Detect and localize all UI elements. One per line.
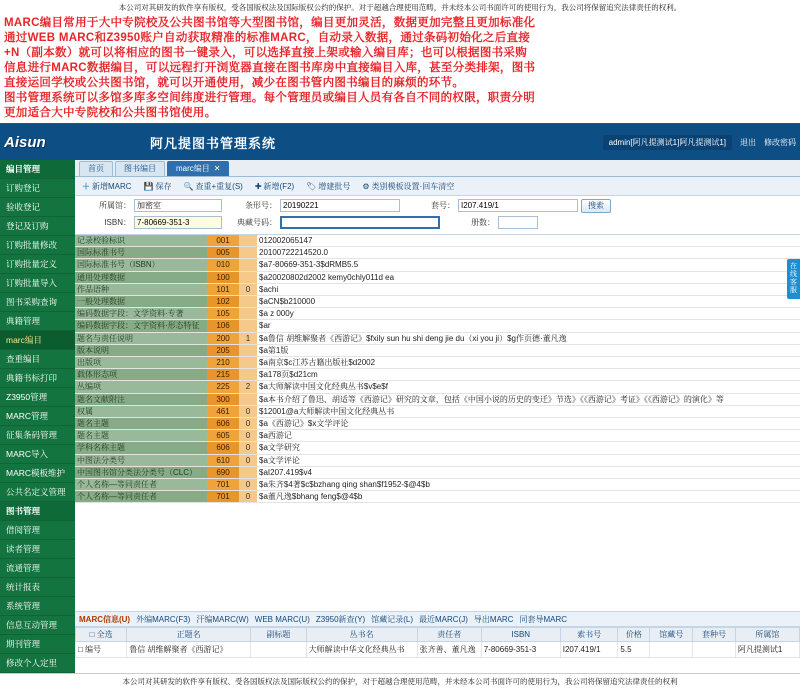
table-row[interactable]: [75, 393, 800, 405]
app-header-right: [603, 124, 796, 160]
save-icon: 💾: [143, 181, 154, 191]
field-indicator: 0: [239, 418, 257, 430]
sidebar-item-label-print[interactable]: 典籍书标打印: [0, 369, 75, 388]
table-row[interactable]: [75, 454, 800, 466]
field-name: 题名与责任说明: [75, 332, 207, 344]
field-tag: 225: [207, 381, 239, 393]
isbn-label: ISBN：: [104, 218, 131, 227]
field-name: 题名主题: [75, 418, 207, 430]
tab-bar: [75, 160, 800, 177]
add-batch-label: 增建批号: [318, 181, 351, 191]
field-tag: 205: [207, 344, 239, 356]
field-indicator: 0: [239, 283, 257, 295]
copies-label: 册数：: [471, 218, 495, 227]
field-tag: 461: [207, 405, 239, 417]
tab-book-catalog[interactable]: 图书编目: [115, 161, 165, 176]
field-tag: 610: [207, 454, 239, 466]
isbn-input[interactable]: [134, 216, 222, 229]
sidebar-item-catalog-mgmt[interactable]: 编目管理: [0, 160, 75, 179]
promo-line-3: +N（副本数）就可以将相应的图书一键录入，可以选择直接上架或输入编目库；也可以根据图书采购: [4, 47, 528, 59]
sidebar-item-serial-mgmt[interactable]: 期刊管理: [0, 635, 75, 654]
row-isbn: 7-80669-351-3: [481, 642, 560, 658]
field-name: 编码数据字段：文字资料·形态特征: [75, 320, 207, 332]
close-icon[interactable]: ✕: [213, 164, 221, 173]
field-value[interactable]: $a7-80669-351-3$dRMB5.5: [257, 259, 800, 271]
field-value[interactable]: $a鲁信 胡维解聚者《西游记》$fxily sun hu shi deng jie du（xi you ji）$g作页德·董凡逸: [257, 332, 800, 344]
search-panel: [75, 196, 800, 235]
tab-same-set-marc[interactable]: 同套导MARC: [519, 614, 568, 624]
field-name: 权属: [75, 405, 207, 417]
field-value[interactable]: $a南京$c江苏古籍出版社$d2002: [257, 357, 800, 369]
table-row[interactable]: [75, 430, 800, 442]
field-indicator: 1: [239, 332, 257, 344]
sidebar-item-public-name-define[interactable]: 公共名定义管理: [0, 483, 75, 502]
sidebar-item-personal-settings[interactable]: 修改个人定里: [0, 654, 75, 673]
sidebar-item-message-mgmt[interactable]: 信息互动管理: [0, 616, 75, 635]
table-row[interactable]: [75, 491, 800, 503]
callno-label: 套号：: [431, 201, 455, 210]
row-title: 鲁信 胡维解聚者《西游记》: [127, 642, 251, 658]
sidebar-item-purchase-query[interactable]: 图书采购查询: [0, 293, 75, 312]
table-row[interactable]: [75, 259, 800, 271]
field-indicator: [239, 308, 257, 320]
tab-marc-catalog[interactable]: [167, 161, 229, 176]
marc-table-body: [75, 235, 800, 503]
promo-line-6: 图书管理系统可以多馆多库多空间纬度进行管理。每个管理员或编目人员有各自不同的权限，职责分明: [4, 92, 535, 104]
save-label: 保存: [155, 181, 172, 191]
sidebar-item-circulation-mgmt[interactable]: 流通管理: [0, 559, 75, 578]
table-row[interactable]: [75, 271, 800, 283]
field-value[interactable]: $a朱齐$4著$c$bzhang qing shan$f1952-$@4$b: [257, 479, 800, 491]
table-row[interactable]: [75, 442, 800, 454]
marc-field-table-wrapper[interactable]: [75, 235, 800, 612]
tab-holdings[interactable]: 馆藏记录(L): [371, 614, 414, 624]
field-name: 记录校验标识: [75, 235, 207, 247]
field-tag: 105: [207, 308, 239, 320]
field-value[interactable]: $a z 000y: [257, 308, 800, 320]
sidebar-item-order-batch-edit[interactable]: 订购批量修改: [0, 236, 75, 255]
logout-link[interactable]: 退出: [740, 137, 756, 147]
field-tag: 701: [207, 479, 239, 491]
sidebar-item-reader-mgmt[interactable]: 读者管理: [0, 540, 75, 559]
field-value[interactable]: $achi: [257, 283, 800, 295]
tab-cn-marc[interactable]: 汗编MARC(W): [196, 614, 249, 624]
field-value[interactable]: $a《西游记》$x文学评论: [257, 418, 800, 430]
new-marc-label: 新增MARC: [92, 181, 132, 191]
legal-notice-bottom: 本公司对其研发的软件享有版权、受各国版权法及国际版权公约的保护，对于超越合理使用范畴，并未经本公司书面许可的使用行为，我公司将保留追究法律责任的权利: [0, 673, 800, 690]
field-indicator: [239, 357, 257, 369]
promo-text-block: [0, 15, 800, 123]
app-body: [0, 160, 800, 673]
col-title: 正题名: [127, 628, 251, 642]
field-name: 题名主题: [75, 430, 207, 442]
row-price: 5.5: [618, 642, 650, 658]
table-row[interactable]: [75, 235, 800, 247]
field-name: 国际标准书号（ISBN）: [75, 259, 207, 271]
field-name: 一般处理数据: [75, 296, 207, 308]
table-row[interactable]: [75, 308, 800, 320]
tab-home[interactable]: 首页: [79, 161, 113, 176]
library-select[interactable]: [134, 199, 222, 212]
sidebar-item-loan-mgmt[interactable]: 借阅管理: [0, 521, 75, 540]
field-tag: 102: [207, 296, 239, 308]
copies-input[interactable]: [498, 216, 538, 229]
table-row[interactable]: [76, 642, 800, 658]
field-indicator: 0: [239, 491, 257, 503]
field-name: 版本说明: [75, 344, 207, 356]
row-holding: [650, 642, 693, 658]
field-indicator: [239, 344, 257, 356]
field-name: 国际标准书号: [75, 247, 207, 259]
callno-input[interactable]: [458, 199, 578, 212]
field-tag: 606: [207, 418, 239, 430]
field-tag: 101: [207, 283, 239, 295]
col-subtitle: 副标题: [251, 628, 307, 642]
field-indicator: [239, 259, 257, 271]
dup-check-button[interactable]: [181, 181, 246, 192]
field-name: 学科名称主题: [75, 442, 207, 454]
field-tag: 200: [207, 332, 239, 344]
add-batch-button[interactable]: [303, 181, 353, 192]
tab-recent-marc[interactable]: 最近MARC(J): [419, 614, 468, 624]
table-row[interactable]: [75, 369, 800, 381]
tab-export-marc[interactable]: 导出MARC: [473, 614, 514, 624]
field-value[interactable]: $a大师解读中国文化经典丛书$v$e$f: [257, 381, 800, 393]
new-marc-button[interactable]: [79, 181, 135, 192]
field-indicator: [239, 393, 257, 405]
sidebar-item-register-and-order[interactable]: 登记及订购: [0, 217, 75, 236]
app-title: 阿凡提图书管理系统: [150, 135, 277, 151]
row-series: 大师解读中华文化经典丛书: [306, 642, 417, 658]
app-header: [0, 124, 800, 160]
promo-line-5: 直接运回学校或公共图书馆，就可以开通使用，减少在图书管内图书编目的麻烦的环节。: [4, 77, 465, 89]
tab-web-marc[interactable]: WEB MARC(U): [254, 614, 310, 624]
field-tag: 001: [207, 235, 239, 247]
barcode-label: 条形号：: [245, 201, 277, 210]
col-price: 价格: [618, 628, 650, 642]
field-name: 丛编项: [75, 381, 207, 393]
holding-number-label: 典藏号码：: [237, 218, 277, 227]
tab-marc-info[interactable]: MARC信息(U): [79, 614, 131, 624]
user-info: admin[阿凡提测试1]阿凡提测试1]: [603, 135, 732, 150]
table-row[interactable]: [75, 466, 800, 478]
field-indicator: [239, 235, 257, 247]
sidebar-item-collection-mgmt[interactable]: 典籍管理: [0, 312, 75, 331]
field-name: 中图法分类号: [75, 454, 207, 466]
add-icon: ✚: [254, 181, 262, 191]
field-tag: 010: [207, 259, 239, 271]
search-button[interactable]: 搜索: [581, 199, 611, 213]
table-row[interactable]: [75, 357, 800, 369]
field-tag: 605: [207, 430, 239, 442]
result-grid: [75, 627, 800, 658]
action-toolbar: [75, 177, 800, 196]
row-select-checkbox[interactable]: □ 编号: [76, 642, 127, 658]
sidebar-item-book-mgmt[interactable]: 图书管理: [0, 502, 75, 521]
tab-marc-catalog-label: marc编目: [176, 164, 210, 173]
field-indicator: [239, 320, 257, 332]
field-value[interactable]: $a董凡逸$bhang feng$@4$b: [257, 491, 800, 503]
online-service-tab[interactable]: 在线客服: [787, 259, 800, 299]
table-row[interactable]: [75, 320, 800, 332]
sidebar-item-order-register[interactable]: 订购登记: [0, 179, 75, 198]
dup-check-label: 查重+重复(S): [195, 181, 243, 191]
template-settings-button[interactable]: [359, 181, 457, 192]
row-library: 阿凡提测试1: [735, 642, 799, 658]
result-grid-wrapper[interactable]: [75, 627, 800, 673]
table-row[interactable]: [75, 332, 800, 344]
field-indicator: 0: [239, 405, 257, 417]
field-tag: 690: [207, 466, 239, 478]
field-tag: 606: [207, 442, 239, 454]
col-isbn: ISBN: [481, 628, 560, 642]
field-indicator: 0: [239, 442, 257, 454]
sidebar-item-marc-template[interactable]: MARC模板维护: [0, 464, 75, 483]
holding-number-input[interactable]: [280, 216, 440, 229]
field-tag: 210: [207, 357, 239, 369]
table-row[interactable]: [75, 283, 800, 295]
col-select[interactable]: □ 全选: [76, 628, 127, 642]
sidebar-item-marc-catalog[interactable]: marc编目: [0, 331, 75, 350]
barcode-input[interactable]: [280, 199, 400, 212]
table-row[interactable]: [75, 405, 800, 417]
add-field-label: 新增(F2): [263, 181, 295, 191]
search-icon: 🔍: [183, 181, 194, 191]
field-tag: 100: [207, 271, 239, 283]
marc-field-table: [75, 235, 800, 503]
field-value[interactable]: $a20020802d2002 kemy0chly011d ea: [257, 271, 800, 283]
col-holding: 馆藏号: [650, 628, 693, 642]
field-indicator: [239, 247, 257, 259]
field-name: 载体形态项: [75, 369, 207, 381]
field-tag: 215: [207, 369, 239, 381]
table-row[interactable]: [75, 479, 800, 491]
app-logo: [0, 124, 150, 160]
sidebar-item-duplicate-catalog[interactable]: 查重编目: [0, 350, 75, 369]
result-grid-body: [76, 642, 800, 658]
application-window: [0, 123, 800, 673]
row-callno: I207.419/1: [560, 642, 618, 658]
row-subtitle: [251, 642, 307, 658]
field-value[interactable]: $aCN$b210000: [257, 296, 800, 308]
field-value[interactable]: $a西游记: [257, 430, 800, 442]
table-row[interactable]: [75, 344, 800, 356]
promo-line-7: 更加适合大中专院校和公共图书馆使用。: [4, 107, 217, 119]
field-name: 个人名称—等同责任者: [75, 491, 207, 503]
sidebar-item-marc-mgmt[interactable]: MARC管理: [0, 407, 75, 426]
field-indicator: 0: [239, 454, 257, 466]
field-value[interactable]: $a本书介绍了鲁迅、胡适等《西游记》研究的文章，包括《中国小说的历史的变迁》节选》《《西游记》考证》《《西游记》的演化》等: [257, 393, 800, 405]
field-value[interactable]: $aI207.419$v4: [257, 466, 800, 478]
sidebar-item-acceptance-register[interactable]: 验收登记: [0, 198, 75, 217]
col-library: 所属馆: [735, 628, 799, 642]
sidebar-item-z3950-mgmt[interactable]: Z3950管理: [0, 388, 75, 407]
field-value[interactable]: 012002065147: [257, 235, 800, 247]
plus-icon: ＋: [82, 181, 90, 191]
promo-line-4: 信息进行MARC数据编目，可以远程打开浏览器直接在图书库房中直接编目入库，甚至分类排架，图书: [4, 62, 536, 74]
content-area: [75, 160, 800, 673]
field-value[interactable]: $ar: [257, 320, 800, 332]
marc-source-tabs: [75, 612, 800, 627]
table-row[interactable]: [75, 296, 800, 308]
search-row-2: [79, 215, 796, 230]
field-value[interactable]: $a文学研究: [257, 442, 800, 454]
field-name: 题名文献附注: [75, 393, 207, 405]
field-name: 个人名称—等同责任者: [75, 479, 207, 491]
field-indicator: [239, 369, 257, 381]
tag-icon: 🏷: [306, 181, 317, 191]
field-indicator: [239, 466, 257, 478]
field-name: 编码数据字段：文学资料·专著: [75, 308, 207, 320]
field-indicator: [239, 296, 257, 308]
table-row[interactable]: [75, 418, 800, 430]
field-indicator: 0: [239, 479, 257, 491]
field-value[interactable]: $12001@a大师解读中国文化经典丛书: [257, 405, 800, 417]
gear-icon: ⚙: [362, 181, 370, 191]
col-setno: 套种号: [693, 628, 736, 642]
add-field-button[interactable]: [252, 181, 297, 192]
tab-z3950-search[interactable]: Z3950新查(Y): [315, 614, 366, 624]
sidebar-item-barcode-mgmt[interactable]: 征集条码管理: [0, 426, 75, 445]
field-indicator: [239, 271, 257, 283]
promo-line-2: 通过WEB MARC和Z3950账户自动获取精准的标准MARC，自动录入数据，通过条码初始化之后直接: [4, 32, 531, 44]
library-label: 所属馆：: [99, 201, 131, 210]
field-indicator: 0: [239, 430, 257, 442]
change-password-link[interactable]: 修改密码: [764, 137, 796, 147]
sidebar-item-statistics[interactable]: 统计报表: [0, 578, 75, 597]
field-name: 通用处理数据: [75, 271, 207, 283]
tab-external-marc[interactable]: 外编MARC(F3): [136, 614, 191, 624]
search-row-1: [79, 198, 796, 213]
row-setno: [693, 642, 736, 658]
legal-notice-top: 本公司对其研发的软件享有版权，受各国版权法及国际版权公约的保护。对于超越合理使用范畴，并未经本公司书面许可的使用行为，我公司将保留追究法律责任的权利。: [0, 0, 800, 15]
logo-text: Aisun: [4, 133, 46, 151]
sidebar-nav: [0, 160, 75, 673]
save-button[interactable]: [141, 181, 175, 192]
field-tag: 300: [207, 393, 239, 405]
field-name: 中国图书馆分类法分类号（CLC）: [75, 466, 207, 478]
row-author: 张齐善、董凡逸: [417, 642, 481, 658]
col-author: 责任者: [417, 628, 481, 642]
promo-line-1: MARC编目常用于大中专院校及公共图书馆等大型图书馆，编目更加灵活，数据更加完整且更加标准化: [4, 17, 536, 29]
col-series: 丛书名: [306, 628, 417, 642]
field-value[interactable]: $a178页$d21cm: [257, 369, 800, 381]
sidebar-item-order-batch-define[interactable]: 订购批量定义: [0, 255, 75, 274]
field-indicator: 2: [239, 381, 257, 393]
field-tag: 005: [207, 247, 239, 259]
field-value[interactable]: 20100722214520.0: [257, 247, 800, 259]
sidebar-item-order-batch-import[interactable]: 订购批量导入: [0, 274, 75, 293]
template-settings-label: 类别模板设置·回车清空: [371, 181, 455, 191]
field-value[interactable]: $a第1版: [257, 344, 800, 356]
field-tag: 701: [207, 491, 239, 503]
field-name: 作品语种: [75, 283, 207, 295]
sidebar-item-marc-import[interactable]: MARC导入: [0, 445, 75, 464]
table-row[interactable]: [75, 381, 800, 393]
sidebar-item-system-mgmt[interactable]: 系统管理: [0, 597, 75, 616]
field-value[interactable]: $a文学评论: [257, 454, 800, 466]
field-name: 出版项: [75, 357, 207, 369]
field-tag: 106: [207, 320, 239, 332]
result-grid-head: [76, 628, 800, 642]
table-header-row: [76, 628, 800, 642]
table-row[interactable]: [75, 247, 800, 259]
col-callno: 索书号: [560, 628, 618, 642]
